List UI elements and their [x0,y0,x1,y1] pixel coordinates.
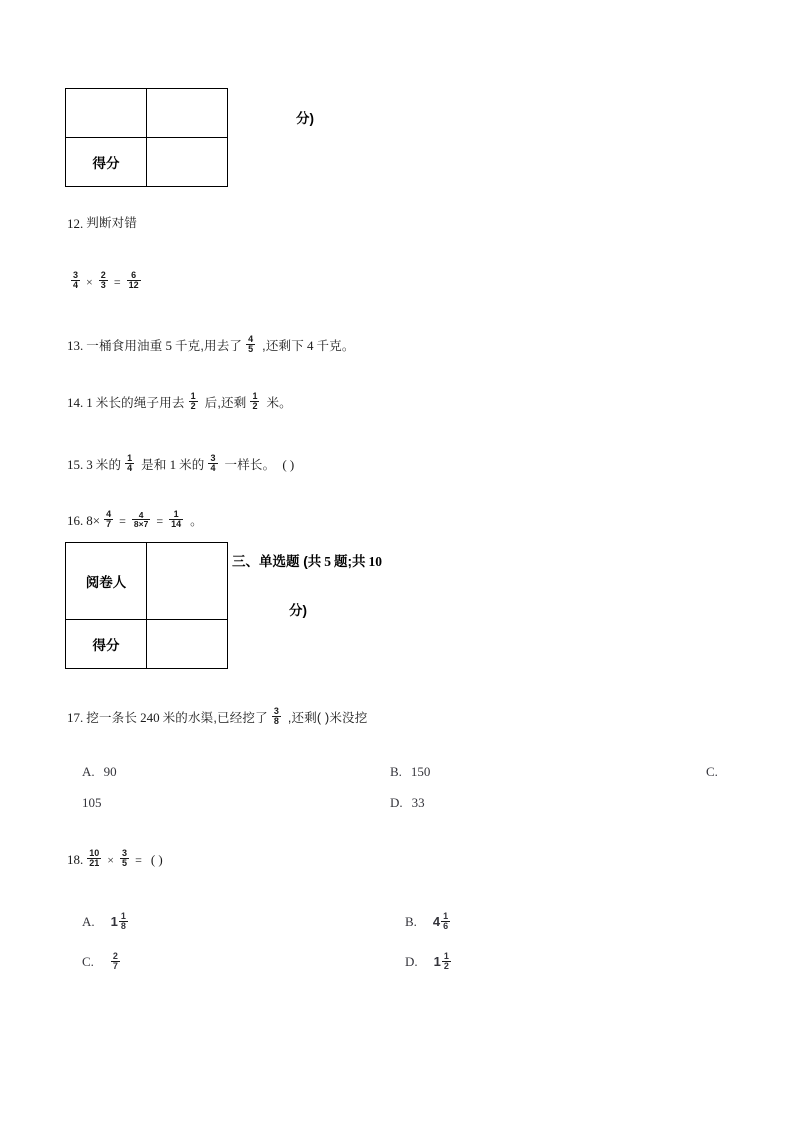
question-17-option-c-label[interactable] [706,764,727,780]
score-table-2-row-0-label: 阅卷人 [66,543,147,620]
question-17-option-d[interactable] [390,795,425,811]
question-17-number: 17. [67,710,84,726]
question-18-number: 18. [67,852,84,868]
question-12-equation [67,272,145,292]
question-14-text-b: 后,还剩 [204,395,247,410]
question-13-num-a: 5 [165,338,172,354]
option-b-value: 4 $\frac{1}{6}$ [432,911,449,932]
equals-icon: = [119,513,126,528]
question-14-text-a: 米长的绳子用去 [95,395,185,410]
fraction-3-8: $\frac{3}{8}$ [273,706,279,727]
question-17-length: 240 [140,710,160,726]
question-18 [67,850,163,870]
score-table-section-two [65,88,228,187]
option-c-value: $\frac{2}{7}$ [112,951,118,972]
question-12-number: 12. [67,216,84,231]
question-12 [67,217,137,230]
question-13 [67,336,355,356]
question-17-text-b: 米的水渠,已经挖了 [162,710,268,725]
section-three-heading-line1 [232,550,382,570]
multiply-icon: × [86,274,93,289]
section-three-prefix: 三、单选题 (共 [232,554,322,569]
fraction-3-4: $\frac{3}{4}$ [73,270,79,291]
question-16 [67,511,203,531]
option-a-label: A. [82,913,95,929]
question-17-option-b[interactable] [390,764,430,780]
table-row [66,620,228,669]
multiply-icon: × [107,852,115,867]
option-b-label: B. [405,913,417,929]
score-table-2-row-0-value[interactable] [147,543,228,620]
score-table-section-three [65,542,228,669]
fraction-4-5: $\frac{4}{5}$ [248,334,254,355]
option-b-value: 150 [410,764,431,779]
section-two-heading-tail: 分) [296,111,314,126]
question-15-text-d: 一样长。 [224,457,276,472]
option-c-value: 105 [82,795,102,810]
question-13-text-a: 一桶食用油重 [86,338,163,353]
table-row [66,138,228,187]
question-17 [67,708,367,728]
score-table-1-row-0-value[interactable] [147,89,228,138]
fraction-10-21: $\frac{10}{21}$ [89,848,100,869]
score-table-2-row-1-value[interactable] [147,620,228,669]
fraction-2-3: $\frac{2}{3}$ [100,270,106,291]
section-three-mid: 题;共 [334,554,366,569]
fraction-4-over-8x7: $\frac{4}{8\times 7}$ [133,509,149,530]
section-three-total-points: 10 [368,554,382,569]
section-three-heading-line2: 分) [289,603,307,618]
fraction-1-2-a: $\frac{1}{2}$ [190,391,196,412]
equals-icon: = [156,513,164,528]
question-13-text-d: 千克。 [316,338,355,353]
option-d-label: D. [390,795,403,810]
option-a-value: 90 [103,764,117,779]
fraction-1-4: $\frac{1}{4}$ [127,453,133,474]
question-14-number: 14. [67,395,84,411]
question-17-text-a: 挖一条长 [86,710,138,725]
question-15-answer-blank[interactable]: ( ) [282,457,295,473]
option-a-label: A. [82,764,95,779]
table-row [66,543,228,620]
question-13-num-b: 4 [306,338,314,354]
question-15-text-b: 是和 [141,457,167,472]
question-18-option-d[interactable] [405,952,451,972]
question-12-text: 判断对错 [86,216,138,231]
question-15-num-a: 3 [86,457,93,473]
question-14-text-c: 米。 [266,395,292,410]
option-c-label: C. [82,953,94,969]
question-14-num-a: 1 [86,395,93,411]
question-13-text-c: ,还剩下 [262,338,304,353]
table-row [66,89,228,138]
score-table-2-row-1-label: 得分 [66,620,147,669]
question-18-option-c[interactable] [82,952,120,972]
fraction-3-4-b: $\frac{3}{4}$ [210,453,216,474]
question-15-number: 15. [67,457,84,473]
fraction-1-2-b: $\frac{1}{2}$ [252,391,258,412]
question-16-operand: 8× [86,513,101,529]
question-18-option-a[interactable] [82,912,128,932]
question-18-answer-blank[interactable]: ( ) [150,852,163,868]
equals-icon: = [135,852,142,867]
question-15-text-c: 米的 [179,457,205,472]
question-16-number: 16. [67,513,84,529]
option-d-value: 33 [411,795,425,810]
option-d-value: 1 $\frac{1}{2}$ [433,951,449,972]
fraction-1-14: $\frac{1}{14}$ [171,509,182,530]
question-17-option-c-value[interactable] [82,795,102,811]
option-b-label: B. [390,764,402,779]
question-14 [67,393,292,413]
section-three-question-count: 5 [324,554,331,569]
fraction-3-5: $\frac{3}{5}$ [122,848,128,869]
question-16-period: 。 [190,513,203,528]
option-c-label: C. [706,764,718,779]
fraction-4-7: $\frac{4}{7}$ [106,509,112,530]
question-15-text-a: 米的 [95,457,122,472]
score-table-1-row-1-label: 得分 [66,138,147,187]
score-table-1-row-0-label [66,89,147,138]
equals-icon: = [113,274,121,289]
question-15 [67,455,294,475]
question-13-text-b: 千克,用去了 [174,338,243,353]
fraction-6-12: $\frac{6}{12}$ [128,270,139,291]
option-d-label: D. [405,953,418,969]
question-18-option-b[interactable] [405,912,450,932]
question-13-number: 13. [67,338,84,354]
question-17-option-a[interactable] [82,764,117,780]
score-table-1-row-1-value[interactable] [147,138,228,187]
question-17-text-c: ,还剩( )米没挖 [287,710,368,725]
option-a-value: 1 $\frac{1}{8}$ [110,911,126,932]
question-15-num-b: 1 [169,457,177,473]
